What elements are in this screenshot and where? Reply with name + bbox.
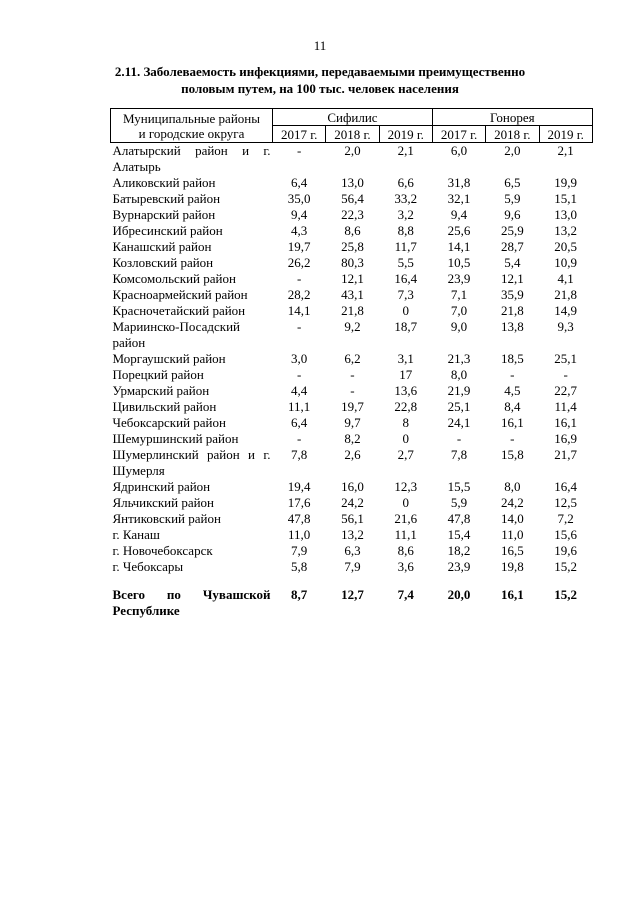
row-label: Шемуршинский район — [112, 431, 239, 446]
row-value: - — [563, 367, 568, 382]
row-label: Алатырский район и г. Алатырь — [112, 143, 271, 174]
row-value: 9,4 — [291, 207, 308, 222]
row-value: 3,6 — [397, 559, 414, 574]
table-row — [111, 143, 593, 176]
table-row — [111, 479, 593, 495]
row-value: - — [456, 431, 462, 446]
row-value: 8,0 — [450, 367, 468, 382]
row-label: Моргаушский район — [112, 351, 226, 366]
title-line-1: 2.11. Заболеваемость инфекциями, передаваемыми преимущественно — [114, 64, 526, 79]
row-value: 11,0 — [288, 527, 311, 542]
row-value: 11,4 — [554, 399, 577, 414]
row-value: 15,1 — [554, 191, 578, 206]
row-value: 8,4 — [504, 399, 521, 414]
title-line-2: половым путем, на 100 тыс. человек населения — [181, 81, 459, 96]
row-value: 20,5 — [554, 239, 578, 254]
row-value: 4,1 — [557, 271, 574, 286]
row-value: 6,4 — [291, 415, 308, 430]
header-syphilis: Сифилис — [273, 109, 433, 126]
row-value: 0 — [402, 495, 409, 510]
row-value: 31,8 — [447, 175, 471, 190]
table-row — [111, 271, 593, 287]
row-value: 17,6 — [287, 495, 311, 510]
row-value: 5,4 — [504, 255, 521, 270]
row-value: 15,5 — [447, 479, 471, 494]
row-value: 8 — [402, 415, 409, 430]
table-row — [111, 175, 593, 191]
header-municipality-line-2: и городские округа — [138, 125, 245, 141]
row-value: 13,2 — [554, 223, 578, 238]
table-row — [111, 287, 593, 303]
row-value: 7,8 — [450, 447, 468, 462]
row-value: 11,7 — [394, 239, 417, 254]
header-year: 2019 г. — [539, 126, 592, 143]
row-value: 6,6 — [397, 175, 414, 190]
row-value: 33,2 — [394, 191, 418, 206]
row-value: 8,6 — [397, 543, 414, 558]
row-value: 16,0 — [341, 479, 364, 494]
row-value: 8,7 — [291, 587, 308, 602]
row-value: 22,7 — [554, 383, 578, 398]
row-label: Ибресинский район — [112, 223, 223, 238]
row-value: 11,0 — [501, 527, 524, 542]
row-value: 16,1 — [554, 415, 578, 430]
table-row — [111, 191, 593, 207]
row-value: 0 — [402, 431, 409, 446]
row-value: 19,4 — [287, 479, 311, 494]
page-number: 11 — [313, 38, 327, 53]
row-value: 10,9 — [554, 255, 578, 270]
row-value: 12,3 — [394, 479, 418, 494]
row-value: - — [296, 319, 302, 334]
row-value: 7,9 — [291, 543, 308, 558]
row-label: Вурнарский район — [112, 207, 216, 222]
row-label: Батыревский район — [112, 191, 221, 206]
table-row — [111, 223, 593, 239]
row-value: 2,7 — [397, 447, 414, 462]
row-value: 16,1 — [500, 587, 524, 602]
row-value: 0 — [402, 303, 409, 318]
table-row — [111, 319, 593, 351]
header-year: 2019 г. — [379, 126, 432, 143]
row-value: 5,9 — [504, 191, 521, 206]
row-value: 2,1 — [557, 143, 574, 158]
row-label: Канашский район — [112, 239, 212, 254]
row-label: г. Чебоксары — [112, 559, 184, 574]
row-value: 13,2 — [341, 527, 364, 542]
row-value: 24,2 — [341, 495, 364, 510]
row-value: 3,2 — [397, 207, 414, 222]
row-value: - — [296, 431, 302, 446]
row-value: 9,2 — [344, 319, 361, 334]
row-value: 13,8 — [500, 319, 524, 334]
table-row — [111, 415, 593, 431]
table-row — [111, 303, 593, 319]
row-value: - — [510, 367, 515, 382]
row-value: 13,0 — [554, 207, 578, 222]
table-body — [111, 143, 593, 620]
table-row — [111, 559, 593, 575]
row-label: Всего по Чувашской Республике — [112, 587, 271, 618]
row-value: 26,2 — [287, 255, 311, 270]
row-value: 16,5 — [500, 543, 524, 558]
row-value: 32,1 — [447, 191, 471, 206]
row-label: Ядринский район — [112, 479, 211, 494]
table-row — [111, 495, 593, 511]
row-value: 12,7 — [341, 587, 364, 602]
table-row — [111, 399, 593, 415]
row-value: 25,9 — [500, 223, 524, 238]
row-value: 6,4 — [291, 175, 308, 190]
row-value: 21,7 — [554, 447, 578, 462]
table-row — [111, 351, 593, 367]
header-municipality — [111, 109, 273, 143]
row-value: 7,8 — [291, 447, 308, 462]
row-value: 14,1 — [447, 239, 471, 254]
row-value: 6,5 — [504, 175, 521, 190]
row-value: - — [510, 431, 515, 446]
row-value: 8,8 — [397, 223, 414, 238]
table-row — [111, 431, 593, 447]
row-value: 22,3 — [341, 207, 364, 222]
row-value: 28,2 — [287, 287, 311, 302]
row-value: 13,6 — [394, 383, 418, 398]
row-value: 15,2 — [554, 559, 578, 574]
row-value: 22,8 — [394, 399, 418, 414]
row-value: 17 — [399, 367, 413, 382]
table-title — [100, 63, 540, 97]
row-label: Шумерлинский район и г. Шумерля — [112, 447, 271, 478]
row-value: 35,0 — [287, 191, 311, 206]
row-value: 21,8 — [341, 303, 364, 318]
row-value: 24,2 — [500, 495, 524, 510]
row-value: 7,3 — [397, 287, 414, 302]
row-value: 14,9 — [554, 303, 578, 318]
row-value: 25,1 — [554, 351, 578, 366]
row-value: 6,3 — [344, 543, 361, 558]
row-label: Козловский район — [112, 255, 214, 270]
row-value: 15,8 — [500, 447, 524, 462]
row-value: 9,3 — [557, 319, 574, 334]
row-label: Красночетайский район — [112, 303, 246, 318]
row-value: 12,1 — [500, 271, 524, 286]
row-value: 19,7 — [287, 239, 311, 254]
table-row — [111, 527, 593, 543]
row-value: 25,1 — [447, 399, 471, 414]
row-value: 16,4 — [394, 271, 418, 286]
row-label: г. Новочебоксарск — [112, 543, 213, 558]
row-value: 15,6 — [554, 527, 578, 542]
row-value: 3,0 — [291, 351, 308, 366]
total-row — [111, 575, 593, 619]
row-value: 15,2 — [554, 587, 578, 602]
row-value: 21,8 — [554, 287, 578, 302]
row-value: 80,3 — [341, 255, 364, 270]
morbidity-table — [110, 108, 593, 619]
row-value: 47,8 — [287, 511, 311, 526]
row-value: 5,8 — [291, 559, 308, 574]
table-row — [111, 367, 593, 383]
header-year: 2018 г. — [486, 126, 539, 143]
table-row — [111, 447, 593, 479]
row-value: 10,5 — [447, 255, 471, 270]
row-value: 16,4 — [554, 479, 578, 494]
row-value: - — [350, 383, 355, 398]
row-value: 11,1 — [288, 399, 311, 414]
row-value: 12,5 — [554, 495, 578, 510]
row-value: 5,9 — [450, 495, 468, 510]
row-value: 8,6 — [344, 223, 361, 238]
row-value: 6,2 — [344, 351, 361, 366]
row-value: 7,9 — [344, 559, 361, 574]
row-label: Янтиковский район — [112, 511, 221, 526]
row-value: 16,9 — [554, 431, 578, 446]
row-value: 19,9 — [554, 175, 578, 190]
table-row — [111, 239, 593, 255]
row-value: 2,0 — [504, 143, 521, 158]
row-value: 11,1 — [394, 527, 417, 542]
header-year: 2017 г. — [432, 126, 485, 143]
row-value: - — [350, 367, 355, 382]
row-value: 2,1 — [397, 143, 414, 158]
row-label: Порецкий район — [112, 367, 204, 382]
row-value: 19,8 — [500, 559, 524, 574]
row-value: 47,8 — [447, 511, 471, 526]
row-value: 56,1 — [341, 511, 364, 526]
row-value: 7,0 — [450, 303, 468, 318]
row-value: 14,1 — [287, 303, 311, 318]
row-label: Цивильский район — [112, 399, 217, 414]
row-value: 2,0 — [344, 143, 361, 158]
row-value: 21,6 — [394, 511, 418, 526]
row-value: 28,7 — [500, 239, 524, 254]
row-value: 43,1 — [341, 287, 364, 302]
row-value: 18,2 — [447, 543, 471, 558]
row-value: - — [296, 367, 302, 382]
row-value: 19,6 — [554, 543, 578, 558]
table-row — [111, 255, 593, 271]
row-value: 3,1 — [397, 351, 414, 366]
row-value: 9,4 — [450, 207, 468, 222]
row-value: 25,6 — [447, 223, 471, 238]
row-value: 4,5 — [504, 383, 521, 398]
row-value: 15,4 — [447, 527, 471, 542]
row-value: - — [296, 271, 302, 286]
row-value: 25,8 — [341, 239, 364, 254]
row-label: Яльчикский район — [112, 495, 215, 510]
row-value: 7,4 — [397, 587, 414, 602]
row-value: 7,2 — [557, 511, 574, 526]
header-year: 2017 г. — [273, 126, 326, 143]
row-value: 14,0 — [500, 511, 524, 526]
row-value: 9,0 — [450, 319, 468, 334]
row-value: 12,1 — [341, 271, 364, 286]
row-value: 21,8 — [500, 303, 524, 318]
row-value: 23,9 — [447, 271, 471, 286]
row-label: Чебоксарский район — [112, 415, 226, 430]
row-value: 21,3 — [447, 351, 471, 366]
header-year: 2018 г. — [326, 126, 379, 143]
row-label: Аликовский район — [112, 175, 216, 190]
row-value: 4,4 — [291, 383, 308, 398]
row-value: 21,9 — [447, 383, 471, 398]
row-value: 19,7 — [341, 399, 364, 414]
row-value: 16,1 — [500, 415, 524, 430]
row-value: 24,1 — [447, 415, 471, 430]
row-value: 8,0 — [504, 479, 521, 494]
row-label: Комсомольский район — [112, 271, 236, 286]
row-value: - — [296, 143, 302, 158]
table-row — [111, 207, 593, 223]
row-value: 7,1 — [450, 287, 468, 302]
header-municipality-line-1: Муниципальные районы — [123, 110, 260, 126]
row-value: 35,9 — [500, 287, 524, 302]
row-value: 56,4 — [341, 191, 364, 206]
row-value: 18,5 — [500, 351, 524, 366]
row-value: 13,0 — [341, 175, 364, 190]
row-value: 6,0 — [450, 143, 468, 158]
row-value: 23,9 — [447, 559, 471, 574]
row-value: 20,0 — [447, 587, 471, 602]
row-label: Мариинско-Посадский район — [112, 319, 240, 350]
row-value: 18,7 — [394, 319, 418, 334]
header-gonorrhea: Гонорея — [432, 109, 592, 126]
row-value: 5,5 — [397, 255, 414, 270]
table-row — [111, 511, 593, 527]
row-label: Красноармейский район — [112, 287, 248, 302]
row-value: 4,3 — [291, 223, 308, 238]
table-row — [111, 543, 593, 559]
row-value: 9,6 — [504, 207, 521, 222]
row-label: Урмарский район — [112, 383, 210, 398]
table-row — [111, 383, 593, 399]
row-value: 2,6 — [344, 447, 361, 462]
row-value: 8,2 — [344, 431, 361, 446]
row-label: г. Канаш — [112, 527, 160, 542]
row-value: 9,7 — [344, 415, 361, 430]
